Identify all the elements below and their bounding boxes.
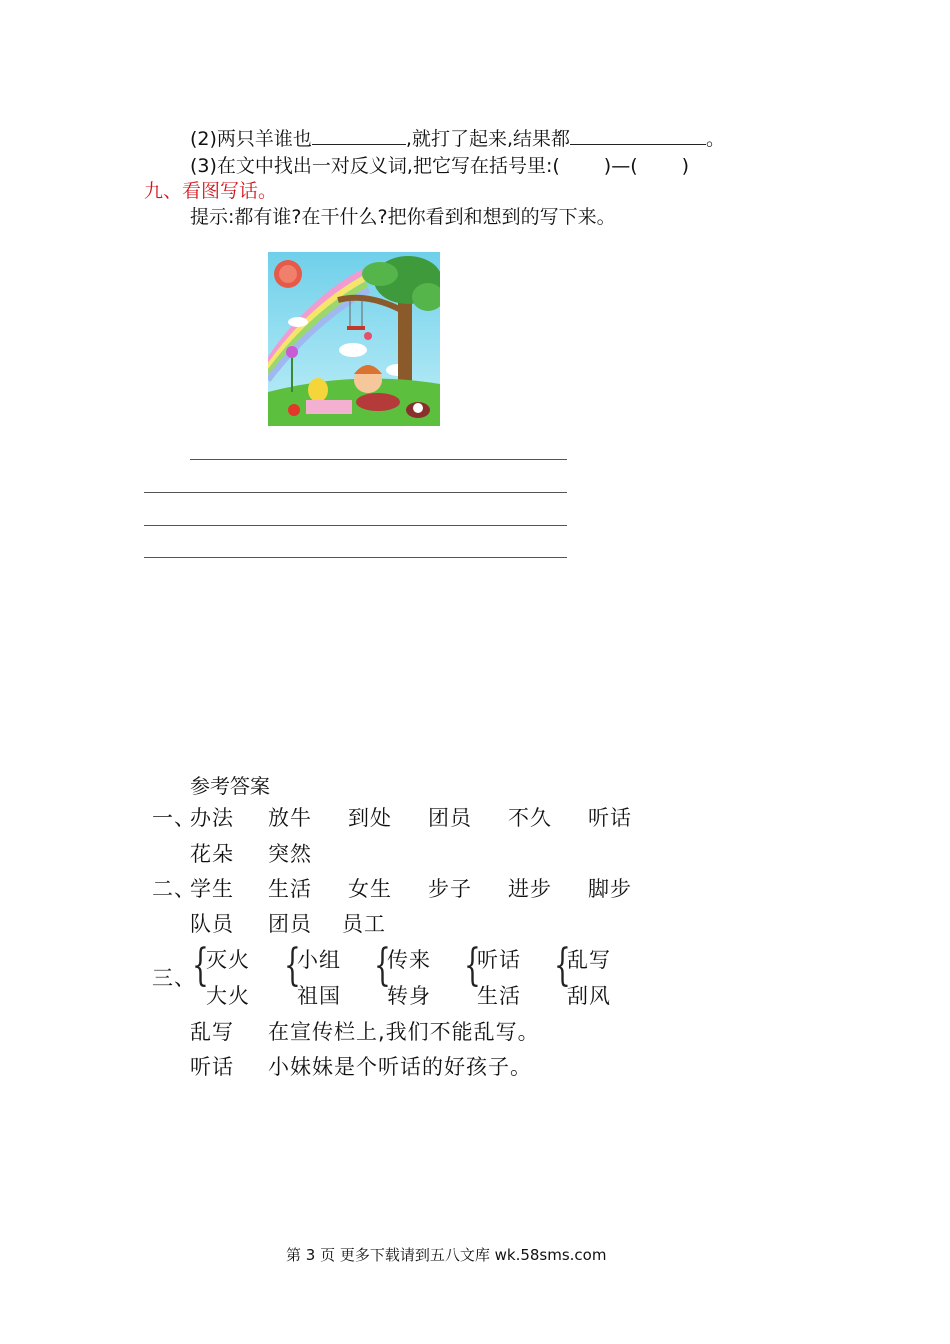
brace-icon: { (284, 940, 301, 991)
answer-word: 女生 (348, 877, 392, 901)
answer-word: 队员 (190, 912, 234, 936)
answer-word: 团员 (268, 912, 312, 936)
answer-blank[interactable] (570, 126, 706, 145)
page-footer: 第 3 页 更多下载请到五八文库 wk.58sms.com (286, 1246, 607, 1264)
question-2-prefix: (2)两只羊谁也 (190, 128, 312, 150)
answer-word: 办法 (190, 806, 234, 830)
answer-word: 步子 (428, 877, 472, 901)
writing-line[interactable] (144, 557, 567, 558)
writing-line[interactable] (144, 492, 567, 493)
question-2 (190, 124, 725, 151)
answer-word: 进步 (508, 877, 552, 901)
answer-2-label: 二、 (152, 877, 196, 901)
question-3-mid: )—( (603, 155, 638, 177)
answer-word: 放牛 (268, 806, 312, 830)
example-2-sentence: 小妹妹是个听话的好孩子。 (268, 1055, 532, 1079)
answer-word: 到处 (348, 806, 392, 830)
answer-1-label: 一、 (152, 806, 196, 830)
brace-icon: { (554, 940, 571, 991)
brace-icon: { (464, 940, 481, 991)
answer-3-pair-4-top: 听话 (477, 948, 521, 972)
answer-blank[interactable] (312, 126, 406, 145)
example-1-sentence: 在宣传栏上,我们不能乱写。 (268, 1020, 540, 1044)
brace-icon: { (192, 940, 209, 991)
writing-line[interactable] (190, 459, 567, 460)
answer-word: 不久 (508, 806, 552, 830)
answer-word: 花朵 (190, 842, 234, 866)
question-3-end: ) (681, 155, 690, 177)
answers-heading: 参考答案 (190, 774, 270, 798)
question-2-suffix: 。 (706, 128, 726, 150)
answer-3-pair-5-bottom: 刮风 (567, 984, 611, 1008)
brace-icon: { (374, 940, 391, 991)
question-2-middle: ,就打了起来,结果都 (405, 128, 571, 150)
answer-word: 团员 (428, 806, 472, 830)
answer-3-pair-2-top: 小组 (297, 948, 341, 972)
answer-3-pair-3-top: 传来 (387, 948, 431, 972)
answer-3-pair-3-bottom: 转身 (387, 984, 431, 1008)
section-9-hint: 提示:都有谁?在干什么?把你看到和想到的写下来。 (190, 206, 616, 228)
illustration-picture (268, 252, 440, 426)
example-2-word: 听话 (190, 1055, 234, 1079)
answer-3-pair-1-bottom: 大火 (206, 984, 250, 1008)
answer-word: 员工 (342, 912, 386, 936)
answer-word: 脚步 (588, 877, 632, 901)
answer-word: 听话 (588, 806, 632, 830)
writing-line[interactable] (144, 525, 567, 526)
question-3 (190, 151, 689, 178)
answer-word: 学生 (190, 877, 234, 901)
section-9-title: 九、看图写话。 (144, 180, 278, 202)
example-1-word: 乱写 (190, 1020, 234, 1044)
answer-word: 生活 (268, 877, 312, 901)
question-3-text: (3)在文中找出一对反义词,把它写在括号里:( (190, 155, 560, 177)
answer-3-pair-4-bottom: 生活 (477, 984, 521, 1008)
answer-3-pair-1-top: 灭火 (206, 948, 250, 972)
answer-3-pair-2-bottom: 祖国 (297, 984, 341, 1008)
answer-3-pair-5-top: 乱写 (567, 948, 611, 972)
park-scene-illustration (268, 252, 440, 426)
answer-word: 突然 (268, 842, 312, 866)
answer-3-label: 三、 (152, 966, 196, 990)
